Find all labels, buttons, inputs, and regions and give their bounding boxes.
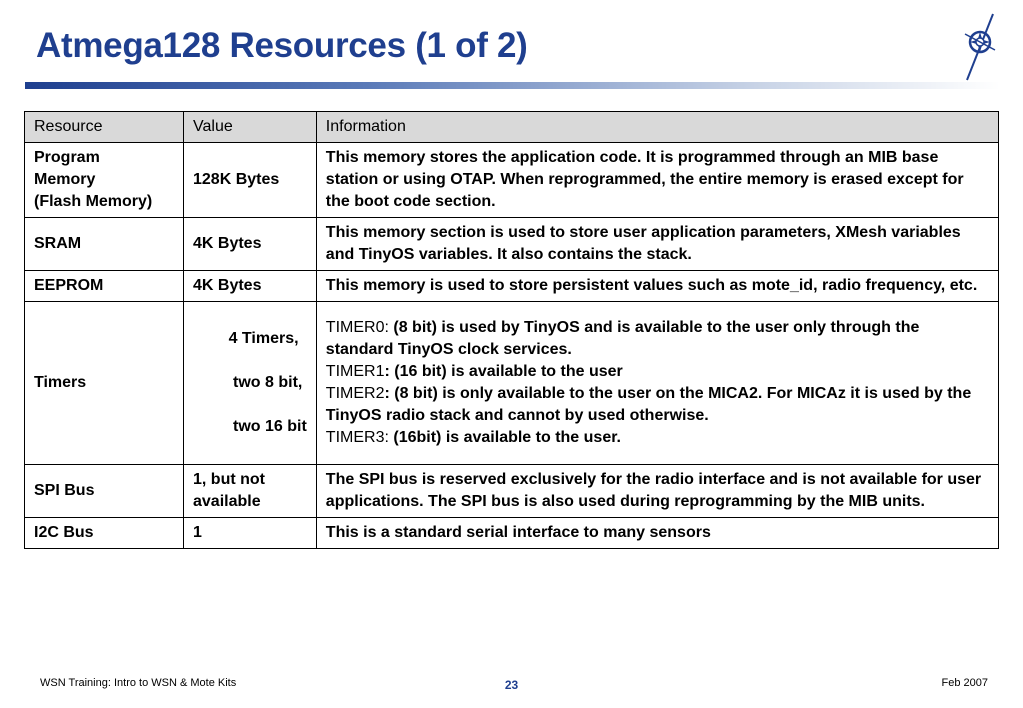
timer-label: TIMER1 [325,363,385,380]
timer-text: : (16 bit) is available to the user [384,363,623,380]
page-number: 23 [504,678,519,692]
resource-line: Program [34,149,100,166]
info-cell [316,143,998,218]
header-information: Information [316,112,998,143]
value-line: two 8 bit, [228,374,303,391]
resource-line: Timers [34,374,87,391]
info-cell [316,518,998,549]
resource-line: SPI Bus [34,482,95,499]
info-cell [316,465,998,518]
footer-course-title: WSN Training: Intro to WSN & Mote Kits [40,677,237,689]
value-line: 4K Bytes [193,277,262,294]
value-line: 1 [193,524,202,541]
header-resource: Resource [25,112,184,143]
resource-line: I2C Bus [34,524,94,541]
timer-label: TIMER2 [325,385,385,402]
table-row [25,518,999,549]
table-row [25,465,999,518]
value-line: 4K Bytes [193,235,262,252]
header-value: Value [184,112,317,143]
info-text: The SPI bus is reserved exclusively for the radio interface and is not available for user applications. The SPI bus is also used during reprogramming by the MIB units. [325,471,982,510]
slide-title: Atmega128 Resources (1 of 2) [36,26,528,65]
resource-line: SRAM [34,235,82,252]
table-row [25,143,999,218]
resource-cell [25,271,184,302]
info-cell [316,271,998,302]
value-cell [184,271,317,302]
footer-date: Feb 2007 [941,677,988,689]
info-cell [316,302,998,465]
table-row [25,218,999,271]
timer-label: TIMER3: [325,429,389,446]
value-cell [184,143,317,218]
timer-label: TIMER0: [325,319,389,336]
value-line: two 16 bit [228,418,307,435]
timer-text: (16bit) is available to the user. [388,429,621,446]
value-cell [184,518,317,549]
timer-text: (8 bit) is used by TinyOS and is available to the user only through the standard TinyOS clock services. [325,319,920,358]
info-text: This memory stores the application code. It is programmed through an MIB base station or using OTAP. When reprogrammed, the entire memory is erased except for the boot code section. [325,149,964,210]
resource-line: Memory [34,171,96,188]
value-cell [184,302,317,465]
compass-star-icon [955,12,1005,82]
resource-cell [25,218,184,271]
resources-table [24,111,999,549]
value-line: available [193,493,261,510]
info-text: This memory is used to store persistent values such as mote_id, radio frequency, etc. [325,277,978,294]
resource-cell [25,518,184,549]
info-cell [316,218,998,271]
resource-line: (Flash Memory) [34,193,153,210]
value-line: 128K Bytes [193,171,280,188]
table-header-row [25,112,999,143]
value-cell [184,465,317,518]
resource-cell [25,302,184,465]
resource-cell [25,465,184,518]
title-underline [25,82,1000,89]
resource-line: EEPROM [34,277,104,294]
value-line: 4 Timers, [228,330,299,347]
value-cell [184,218,317,271]
table-row [25,302,999,465]
value-line: 1, but not [193,471,265,488]
timer-text: : (8 bit) is only available to the user on the MICA2. For MICAz it is used by the TinyOS radio stack and cannot by used otherwise. [325,385,972,424]
info-text: This memory section is used to store user application parameters, XMesh variables and TinyOS variables. It also contains the stack. [325,224,961,263]
table-row [25,271,999,302]
info-text: This is a standard serial interface to many sensors [325,524,711,541]
resource-cell [25,143,184,218]
